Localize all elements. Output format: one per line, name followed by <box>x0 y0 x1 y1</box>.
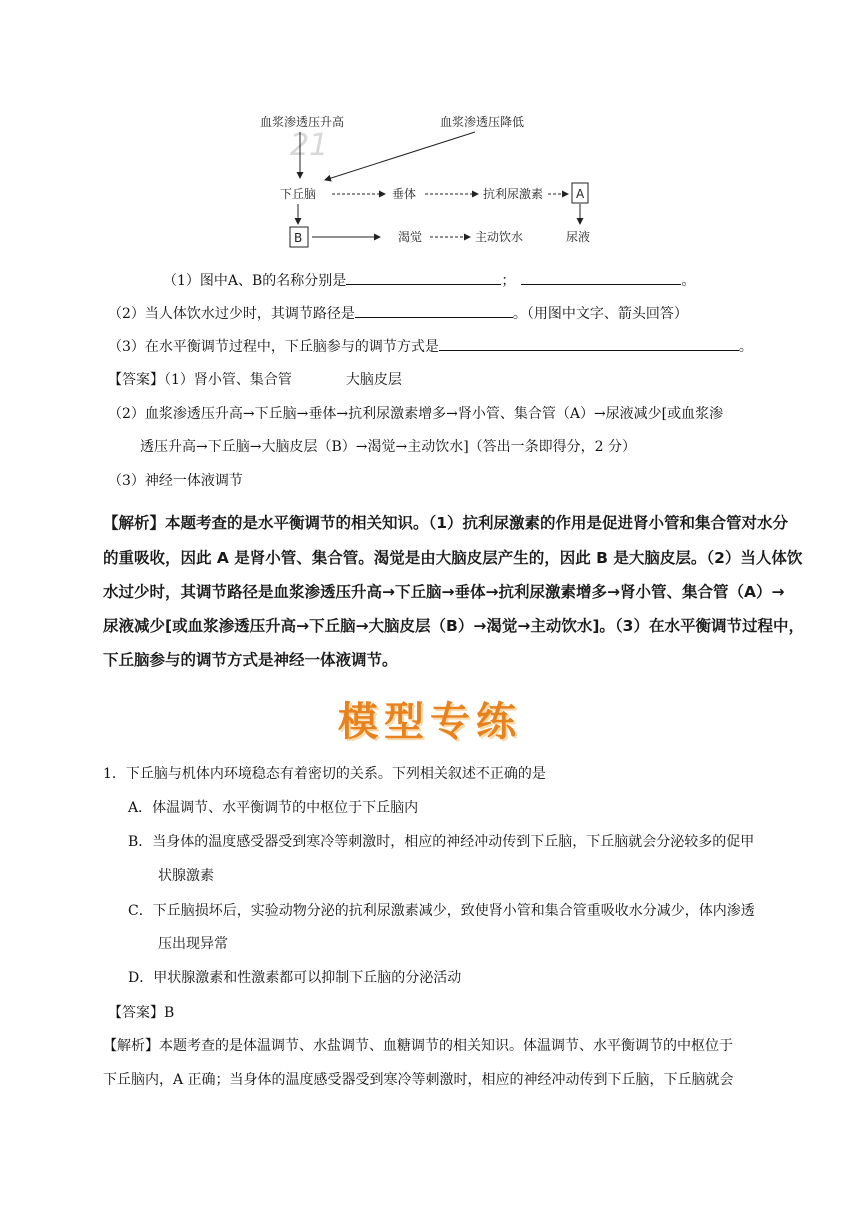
question-3-line <box>108 336 753 357</box>
analysis-1-line-2: 的重吸收，因此 A 是肾小管、集合管。渴觉是由大脑皮层产生的，因此 B 是大脑皮层。（2）当人体饮 <box>103 549 803 567</box>
question-1-sep: ； <box>501 273 516 289</box>
answer-4-line: （3）神经一体液调节 <box>108 473 243 489</box>
plasma-high-label: 血浆渗透压升高 <box>260 115 345 129</box>
question-1-end: 。 <box>681 273 696 289</box>
urine-label: 尿液 <box>566 230 591 244</box>
arrow-low-to-hypothalamus <box>325 132 475 180</box>
answer-part-1b: 大脑皮层 <box>345 372 402 388</box>
q1-answer: 【答案】B <box>108 1005 175 1021</box>
answer-3-line: 透压升高→下丘脑→大脑皮层（B）→渴觉→主动饮水]（答出一条即得分，2 分） <box>140 439 637 455</box>
analysis-1-line-1: 【解析】本题考查的是水平衡调节的相关知识。（1）抗利尿激素的作用是促进肾小管和集合管对水分 <box>103 514 789 532</box>
question-2-suffix: 。（用图中文字、箭头回答） <box>512 306 688 322</box>
watermark-logo: 21 <box>290 128 329 163</box>
box-b-label: B <box>294 231 303 245</box>
thirst-label: 渴觉 <box>398 230 423 244</box>
pituitary-label: 垂体 <box>392 187 417 201</box>
answer-part-1a: （1）肾小管、集合管 <box>164 372 292 388</box>
analysis-1-line-4: 尿液减少[或血浆渗透压升高→下丘脑→大脑皮层（B）→渴觉→主动饮水]。（3）在水平衡调节过程中， <box>103 617 804 635</box>
question-1-line <box>163 270 695 291</box>
question-3-prefix: （3）在水平衡调节过程中，下丘脑参与的调节方式是 <box>108 339 439 355</box>
answer-label: 【答案】 <box>108 372 164 388</box>
question-1-prefix: （1）图中A、B的名称分别是 <box>163 273 347 289</box>
question-2-prefix: （2）当人体饮水过少时，其调节路径是 <box>108 306 355 322</box>
question-3-end: 。 <box>738 339 753 355</box>
q1-option-c-line-2: 压出现异常 <box>158 936 228 952</box>
answer-1-line <box>108 370 402 390</box>
box-a-label: A <box>576 187 585 201</box>
plasma-low-label: 血浆渗透压降低 <box>440 115 525 129</box>
hypothalamus-label: 下丘脑 <box>280 187 317 201</box>
q1-option-d: D．甲状腺激素和性激素都可以抑制下丘脑的分泌活动 <box>128 970 462 986</box>
analysis-1-line-3: 水过少时，其调节路径是血浆渗透压升高→下丘脑→垂体→抗利尿激素增多→肾小管、集合管（A）→ <box>103 583 785 601</box>
q1-analysis-line-1: 【解析】本题考查的是体温调节、水盐调节、血糖调节的相关知识。体温调节、水平衡调节的中枢位于 <box>103 1038 733 1054</box>
blank-mode <box>439 336 739 351</box>
drink-label: 主动饮水 <box>475 230 524 244</box>
blank-a <box>346 270 501 285</box>
analysis-1-line-5: 下丘脑参与的调节方式是神经一体液调节。 <box>103 651 398 669</box>
answer-2-line: （2）血浆渗透压升高→下丘脑→垂体→抗利尿激素增多→肾小管、集合管（A）→尿液减少[或血浆渗 <box>108 406 724 422</box>
q1-stem: 1．下丘脑与机体内环境稳态有着密切的关系。下列相关叙述不正确的是 <box>103 766 546 782</box>
q1-option-b-line-1: B．当身体的温度感受器受到寒冷等刺激时，相应的神经冲动传到下丘脑，下丘脑就会分泌较多的促甲 <box>128 834 755 850</box>
question-2-line <box>108 303 688 324</box>
water-balance-diagram <box>250 100 610 260</box>
blank-b <box>521 270 681 285</box>
blank-path <box>355 303 513 318</box>
q1-option-c-line-1: C．下丘脑损坏后，实验动物分泌的抗利尿激素减少，致使肾小管和集合管重吸收水分减少，体内渗透 <box>128 903 755 919</box>
q1-option-a: A．体温调节、水平衡调节的中枢位于下丘脑内 <box>128 800 419 816</box>
section-banner: 模型专练 <box>338 699 522 745</box>
q1-analysis-line-2: 下丘脑内，A 正确；当身体的温度感受器受到寒冷等刺激时，相应的神经冲动传到下丘脑，下丘脑就会 <box>103 1072 734 1088</box>
q1-option-b-line-2: 状腺激素 <box>158 868 214 884</box>
adh-label: 抗利尿激素 <box>483 187 544 201</box>
